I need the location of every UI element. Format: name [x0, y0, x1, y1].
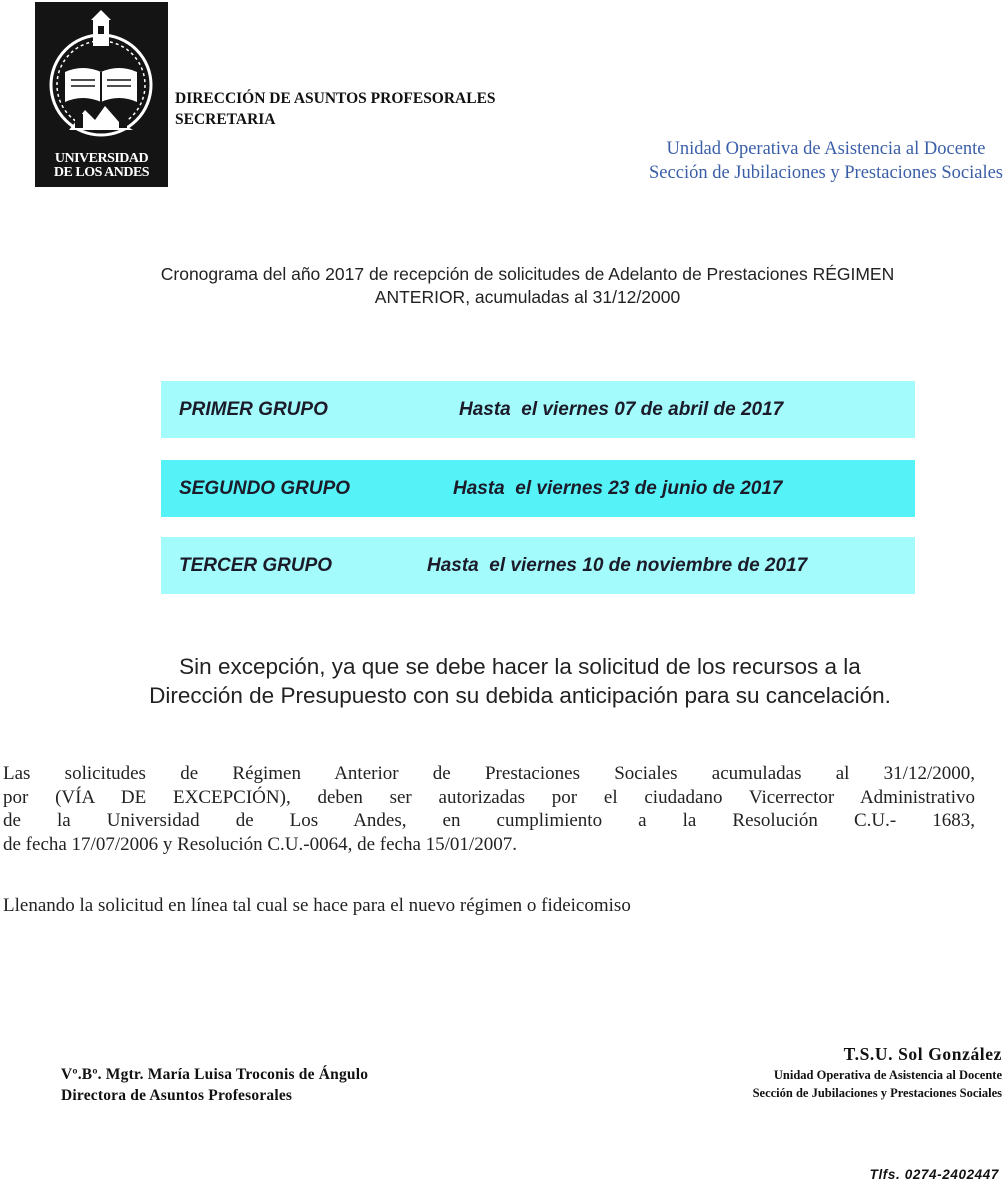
paragraph-line-4: de fecha 17/07/2006 y Resolución C.U.-0064, de fecha 15/01/2007. [3, 833, 517, 855]
group-row-segundo [161, 460, 915, 517]
director-title: Directora de Asuntos Profesorales [61, 1087, 293, 1104]
schedule-title-line-1: Cronograma del año 2017 de recepción de solicitudes de Adelanto de Prestaciones RÉGIMEN [160, 264, 895, 284]
phone-number: Tlfs. 0274-2402447 [869, 1167, 999, 1182]
group-deadline: Hasta el viernes 23 de junio de 2017 [453, 478, 783, 499]
signatory-name: T.S.U. Sol González [843, 1044, 1002, 1064]
signatory-unit-line-2: Sección de Jubilaciones y Prestaciones Sociales [752, 1086, 1002, 1100]
exception-line-2: Dirección de Presupuesto con su debida anticipación para su cancelación. [149, 683, 891, 708]
unit-name: Unidad Operativa de Asistencia al Docente [666, 139, 986, 159]
university-seal-icon [35, 2, 168, 152]
group-name: TERCER GRUPO [179, 555, 333, 576]
paragraph-line-3: de la Universidad de Los Andes, en cumplimiento a la Resolución C.U.- 1683, [3, 810, 975, 831]
exception-note [40, 652, 1000, 710]
signatory-unit-line-1: Unidad Operativa de Asistencia al Docente [773, 1068, 1002, 1082]
department-secretaria: SECRETARIA [175, 111, 276, 128]
university-logo [35, 2, 168, 187]
online-form-note: Llenando la solicitud en línea tal cual se hace para el nuevo régimen o fideicomiso [3, 895, 631, 916]
department-header [175, 88, 496, 130]
group-row-tercer [161, 537, 915, 594]
group-deadline: Hasta el viernes 10 de noviembre de 2017 [427, 555, 808, 576]
group-row-primer [161, 381, 915, 438]
signatory-unit [753, 1066, 1002, 1102]
section-name: Sección de Jubilaciones y Prestaciones Sociales [649, 163, 1003, 183]
group-name: SEGUNDO GRUPO [179, 478, 351, 499]
unit-header [649, 137, 1003, 185]
group-deadline: Hasta el viernes 07 de abril de 2017 [459, 399, 784, 420]
schedule-title [60, 263, 995, 309]
schedule-title-line-2: ANTERIOR, acumuladas al 31/12/2000 [374, 287, 681, 307]
department-name: DIRECCIÓN DE ASUNTOS PROFESORALES [175, 90, 496, 107]
director-signature [61, 1064, 368, 1106]
paragraph-line-2: por (VÍA DE EXCEPCIÓN), deben ser autorizadas por el ciudadano Vicerrector Administrativo [3, 786, 975, 808]
logo-line-1: UNIVERSIDAD [54, 151, 149, 166]
logo-line-2: DE LOS ANDES [53, 165, 150, 180]
paragraph-line-1: Las solicitudes de Régimen Anterior de Prestaciones Sociales acumuladas al 31/12/2000, [3, 763, 975, 784]
director-name: Vº.Bº. Mgtr. María Luisa Troconis de Ángulo [61, 1066, 369, 1083]
group-name: PRIMER GRUPO [179, 399, 328, 420]
exception-line-1: Sin excepción, ya que se debe hacer la solicitud de los recursos a la [179, 654, 861, 679]
authorization-paragraph [3, 762, 975, 856]
